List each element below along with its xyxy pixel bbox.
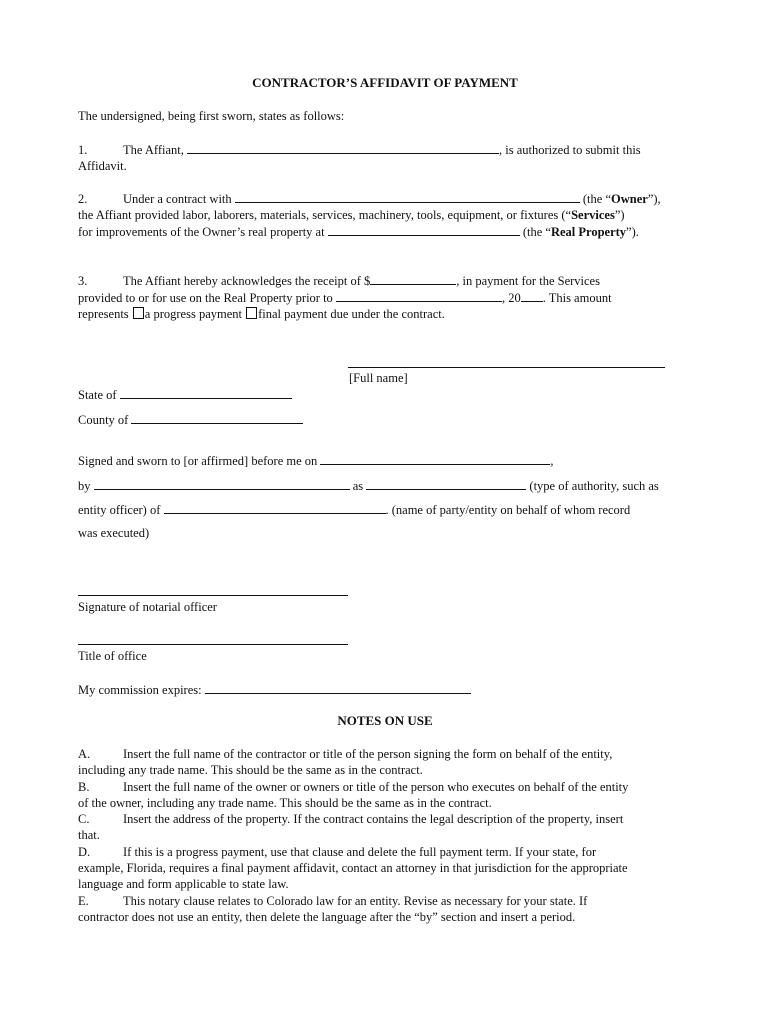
note-e-letter: E. xyxy=(78,894,89,908)
note-b-rest: of the owner, including any trade name. This should be the same as in the contract. xyxy=(78,796,492,810)
paragraph-3-number: 3. xyxy=(78,274,88,288)
note-d-letter: D. xyxy=(78,845,91,859)
final-payment-label: final payment due under the contract. xyxy=(258,307,445,321)
owner-name-blank[interactable] xyxy=(235,190,580,203)
final-payment-checkbox[interactable] xyxy=(246,307,257,319)
owner-term: Owner xyxy=(611,192,648,206)
note-d xyxy=(78,844,690,892)
by-label: by xyxy=(78,479,94,493)
note-b-letter: B. xyxy=(78,780,90,794)
executed-text: was executed) xyxy=(78,526,150,540)
services-term: Services xyxy=(571,208,615,222)
document-title: CONTRACTOR’S AFFIDAVIT OF PAYMENT xyxy=(252,75,518,90)
p2-line3-a: for improvements of the Owner’s real property at xyxy=(78,225,328,239)
p2-line2-a: the Affiant provided labor, laborers, materials, services, machinery, tools, equipment, or fixtures (“ xyxy=(78,208,572,222)
note-b-first: Insert the full name of the owner or owners or title of the person who executes on behalf of the entity xyxy=(123,780,629,794)
intro-text: The undersigned, being first sworn, states as follows: xyxy=(78,109,345,123)
note-b xyxy=(78,779,690,811)
notes-title: NOTES ON USE xyxy=(337,713,433,728)
note-a-rest: including any trade name. This should be the same as in the contract. xyxy=(78,763,423,777)
state-label: State of xyxy=(78,388,120,402)
commission-blank[interactable] xyxy=(205,681,471,694)
authority-type-blank[interactable] xyxy=(366,477,526,490)
progress-payment-label: a progress payment xyxy=(144,307,246,321)
paragraph-2-number: 2. xyxy=(78,192,88,206)
notary-signature-line[interactable] xyxy=(78,595,348,596)
p2-line3-b: (the “ xyxy=(519,225,551,239)
entity-name-blank[interactable] xyxy=(164,501,386,514)
paragraph-2 xyxy=(78,190,686,240)
signed-date-blank[interactable] xyxy=(320,452,550,465)
p3-line3-a: represents xyxy=(78,307,132,321)
p1-text-c: Affidavit. xyxy=(78,159,127,173)
note-a-first: Insert the full name of the contractor or title of the person signing the form on behalf of the entity, xyxy=(123,747,613,761)
note-e-first: This notary clause relates to Colorado law for an entity. Revise as necessary for your state. If xyxy=(123,894,588,908)
signature-line[interactable] xyxy=(348,367,665,368)
note-c xyxy=(78,811,690,843)
paragraph-1 xyxy=(78,141,686,174)
type-label: (type of authority, such as xyxy=(526,479,659,493)
p1-text-b: , is authorized to submit this xyxy=(499,143,641,157)
real-property-term: Real Property xyxy=(550,225,627,239)
note-a-letter: A. xyxy=(78,747,91,761)
county-blank[interactable] xyxy=(131,411,303,424)
p1-text-a: The Affiant, xyxy=(123,143,187,157)
property-address-blank[interactable] xyxy=(328,223,520,236)
county-row xyxy=(78,411,303,428)
year-blank[interactable] xyxy=(521,289,543,302)
commission-label: My commission expires: xyxy=(78,683,205,697)
p3-text-a: The Affiant hereby acknowledges the receipt of $ xyxy=(123,274,371,288)
p3-line2-c: . This amount xyxy=(542,291,612,305)
affiant-name-blank[interactable] xyxy=(187,141,499,154)
note-e xyxy=(78,893,690,925)
county-label: County of xyxy=(78,413,132,427)
p2-text-c: ”), xyxy=(647,192,661,206)
title-of-office-line[interactable] xyxy=(78,644,348,645)
entity-label: entity officer) of xyxy=(78,503,164,517)
paragraph-1-number: 1. xyxy=(78,143,88,157)
state-row xyxy=(78,386,292,403)
p2-text-a: Under a contract with xyxy=(123,192,235,206)
as-label: as xyxy=(349,479,367,493)
note-c-first: Insert the address of the property. If the contract contains the legal description of the property, insert xyxy=(123,812,624,826)
entity-row xyxy=(78,501,630,518)
signed-label: Signed and sworn to [or affirmed] before me on xyxy=(78,454,321,468)
p3-text-b: , in payment for the Services xyxy=(456,274,600,288)
note-a xyxy=(78,746,690,778)
note-c-rest: that. xyxy=(78,828,100,842)
full-name-label: [Full name] xyxy=(349,371,408,385)
p3-line2-b: , 20 xyxy=(501,291,521,305)
note-e-rest: contractor does not use an entity, then delete the language after the “by” section and insert a period. xyxy=(78,910,576,924)
by-row xyxy=(78,477,659,494)
amount-blank[interactable] xyxy=(370,272,456,285)
date-blank[interactable] xyxy=(336,289,502,302)
paragraph-3 xyxy=(78,272,686,322)
note-d-rest2: language and form applicable to state law. xyxy=(78,877,289,891)
signed-row xyxy=(78,452,554,469)
notary-signature-label: Signature of notarial officer xyxy=(78,600,217,614)
entity-end: . (name of party/entity on behalf of whom record xyxy=(385,503,631,517)
note-d-first: If this is a progress payment, use that clause and delete the full payment term. If your state, for xyxy=(123,845,597,859)
p3-line2-a: provided to or for use on the Real Property prior to xyxy=(78,291,336,305)
title-of-office-label: Title of office xyxy=(78,649,147,663)
p2-line3-c: ”). xyxy=(626,225,639,239)
note-c-letter: C. xyxy=(78,812,90,826)
note-d-rest: example, Florida, requires a final payment affidavit, contact an attorney in that jurisdiction for the appropriate xyxy=(78,861,628,875)
commission-row xyxy=(78,681,471,698)
p2-line2-b: ”) xyxy=(614,208,625,222)
signed-end: , xyxy=(550,454,554,468)
by-name-blank[interactable] xyxy=(94,477,350,490)
progress-payment-checkbox[interactable] xyxy=(133,307,144,319)
p2-text-b: (the “ xyxy=(579,192,611,206)
state-blank[interactable] xyxy=(120,386,292,399)
